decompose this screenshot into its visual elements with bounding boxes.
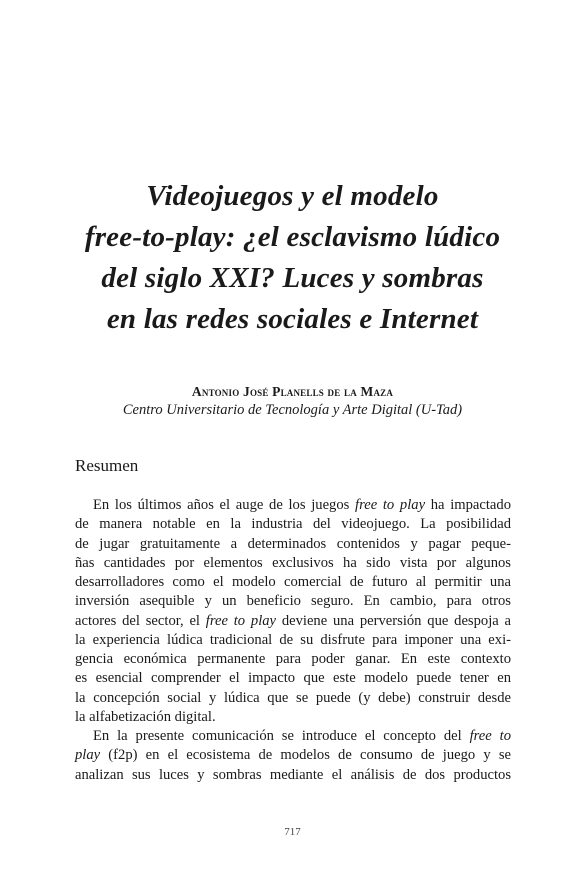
body-text-run: En la presente comunicación se introduce el concepto del xyxy=(93,728,470,744)
paper-title xyxy=(40,176,545,340)
italic-term: free to xyxy=(469,728,511,744)
body-text-run: (f2p) en el ecosistema de modelos de consumo de juego y se xyxy=(100,747,511,764)
body-text-run: ha impactado xyxy=(425,497,511,513)
abstract-body xyxy=(75,496,511,785)
body-line: de jugar gratuitamente a determinados contenidos y pagar peque- xyxy=(75,535,511,552)
body-line: gencia económica permanente para poder ganar. En este contexto xyxy=(75,651,511,667)
title-line-3: del siglo XXI? Luces y sombras xyxy=(101,262,484,294)
abstract-paragraph-2 xyxy=(75,727,511,785)
body-line: la concepción social y lúdica que se puede (y debe) construir desde xyxy=(75,689,511,706)
author-affiliation: Centro Universitario de Tecnología y Arte Digital (U-Tad) xyxy=(122,402,463,418)
body-line: es esencial comprender el impacto que este modelo puede tener en xyxy=(75,670,511,687)
body-text-run: actores del sector, el xyxy=(75,612,206,629)
section-heading-resumen: Resumen xyxy=(75,456,139,475)
body-line: analizan sus luces y sombras mediante el análisis de dos productos xyxy=(75,766,511,783)
body-line: la experiencia lúdica tradicional de su disfrute para imponer una exi- xyxy=(75,631,511,648)
author-name: Antonio José Planells de la Maza xyxy=(191,384,394,399)
body-line xyxy=(75,727,511,746)
body-line: desarrolladores como el modelo comercial de futuro al permitir una xyxy=(75,574,511,590)
body-line: de manera notable en la industria del videojuego. La posibilidad xyxy=(75,516,511,533)
body-line xyxy=(75,496,511,515)
title-line-1: Videojuegos y el modelo xyxy=(146,180,439,212)
italic-term: free to play xyxy=(355,497,426,513)
italic-term: play xyxy=(75,747,101,764)
body-line: ñas cantidades por elementos exclusivos ha sido vista por algunos xyxy=(75,554,511,571)
body-text-run: En los últimos años el auge de los juegos xyxy=(93,497,356,513)
title-line-2: free-to-play: ¿el esclavismo lúdico xyxy=(84,221,501,253)
body-line: inversión asequible y un beneficio seguro. En cambio, para otros xyxy=(75,593,511,610)
page-number: 717 xyxy=(284,826,301,838)
italic-term: free to play xyxy=(205,612,277,629)
body-text-run: deviene una perversión que despoja a xyxy=(276,612,512,629)
title-line-4: en las redes sociales e Internet xyxy=(106,303,479,335)
body-line: la alfabetización digital. xyxy=(75,708,216,725)
body-line xyxy=(75,612,511,631)
abstract-paragraph-1 xyxy=(75,496,511,727)
body-line xyxy=(75,746,511,765)
